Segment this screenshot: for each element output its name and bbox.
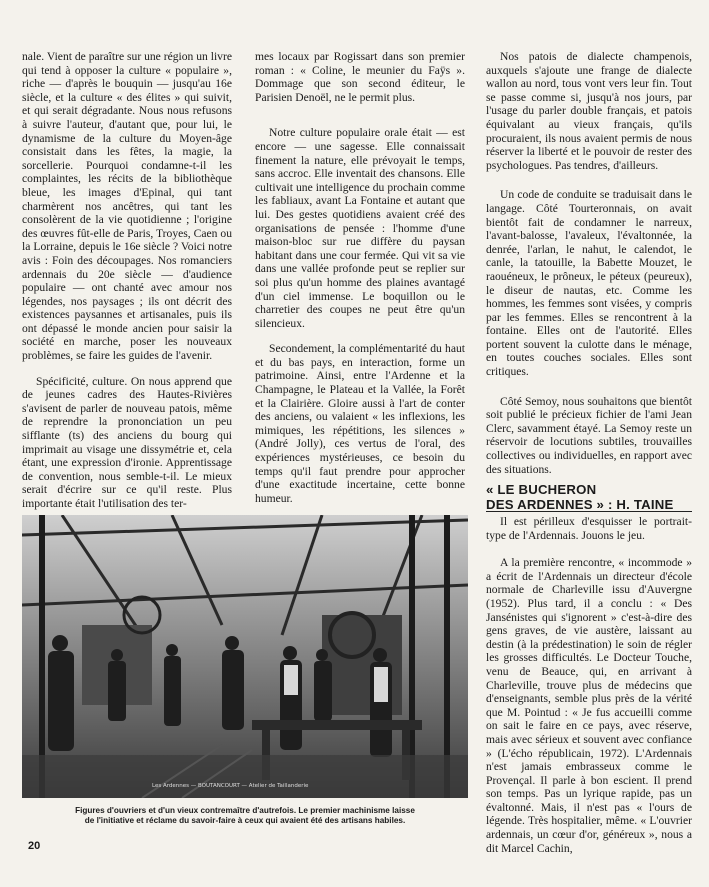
page-number: 20 — [28, 840, 41, 852]
paragraph: A la première rencontre, « incommode » a écrit de l'Ardennais un directeur d'école normale de Charleville issu d'Auvergne (1952). Plus tard, il a conclu : « Des Jansénistes qui s'ignorent » c'est-à-dire des gens graves, de vie austère, laissant au destin (à la prédestination) le soin de régler les grosses difficultés. Le Docteur Touche, venu de Beauce, qui, en arrivant à Charleville, trouve plus de médecins que d'enseignants, semble plus près de la vérité que M. Pointud : « Je fus accueilli comme on sait le faire en ce pays, avec réserve, mais avec sérieux et souvent avec confiance » (L'écho républicain, 1972). L'Ardennais n'est jamais embrasseux comme le Provençal. Il parle à bon escient. Il prend son temps. Pas un lyrique rapide, pas un évaltonné. Mais, il n'est pas « l'ours de légende. Très hospitalier, même. « L'ouvrier ardennais, un cœur d'or, généreux », nous a dit Marcel Cachin, — [486, 556, 692, 855]
heading-rule — [486, 511, 692, 512]
paragraph: Côté Semoy, nous souhaitons que bientôt soit publié le précieux fichier de l'ami Jean Clerc, savamment étayé. La Semoy reste un réservoir de locutions subtiles, trouvailles collectives ou individuelles, en rapport avec des situations. — [486, 394, 692, 476]
column-2 — [255, 50, 465, 517]
paragraph: nale. Vient de paraître sur une région un livre qui tend à opposer la culture « populaire », riche — d'après le bouquin — jusqu'au 16e siècle, et la culture « des élites » qui suivit, et qui serait dégradante. Nous nous refusons à suivre l'auteur, d'autant que, pour lui, le dynamisme de la culture du Moyen-âge consistait dans les fêtes, la magie, la sorcellerie. Pourquoi condamne-t-il les complaintes, les récits de la bibliothèque bleue, les images d'Epinal, qui tant charmèrent nos ancêtres, qui tant les consolèrent de la vie quotidienne ; l'origine des œuvres fût-elle de Paris, Troyes, Caen ou la Lorraine, depuis le 16e siècle ? Voici notre avis : Foin des découpages. Nos romanciers ardennais du 20e siècle — d'audience populaire — ont chanté avec amour nos légendes, nos paysages ; ils ont décrit des existences paysannes et artisanales, puis ils ont dépassé le monde ancien pour saisir la société en marche, poser les nouveaux problèmes, se faire les guides de l'avenir. — [22, 50, 232, 363]
paragraph: Nos patois de dialecte champenois, auxquels s'ajoute une frange de dialecte wallon au nord, tous vont vers leur fin. Tout se passe comme si, jusqu'à nos jours, par l'usage du parler double français, et patois équivalant au vieux français, qu'ils procuraient, ils nous avaient permis de nous réserver la liberté et le pouvoir de rester des psychologues. Pas tendres, d'ailleurs. — [486, 50, 692, 172]
section-heading — [486, 482, 696, 512]
caption-line: de l'initiative et réclame du savoir-faire à ceux qui avaient été des artisans habiles. — [84, 816, 406, 825]
paragraph: mes locaux par Rogissart dans son premier roman : « Coline, le meunier du Faÿs ». Dommage que son second éditeur, le Parisien Denoël, ne le permit plus. — [255, 50, 465, 104]
column-3-continued — [486, 515, 692, 866]
workshop-photograph — [22, 515, 468, 798]
paragraph: Un code de conduite se traduisait dans le langage. Côté Tourteronnais, on avait bientôt fait de condamner le narreux, l'avant-balosse, l'avaleux, l'évaltonnée, la denrée, l'arlan, le nahut, le calendot, le canle, la tatouille, la Babette Mouzet, le raouéneux, le prôneux, le péteux (peureux), le diseur de nautas, etc. Comme les hommes, les femmes sont visées, y compris par les femmes. Elles se rencontrent à la fontaine. Elles ont de l'autorité. Elles portent souvent la culotte dans le ménage, en toutes couches sociales. Elles sont critiques. — [486, 188, 692, 379]
column-3 — [486, 50, 692, 488]
paragraph: Secondement, la complémentarité du haut et du bas pays, en interaction, forme un patrimoine. Ainsi, entre l'Ardenne et la Champagne, le Plateau et la Vallée, la Forêt et la Clairière. Gloire aussi à l'art de conter des anciens, ou valaient « les inflexions, les mimiques, les répétitions, les silences » (André Jolly), ces vertus de l'oral, des expériences mystérieuses, ce besoin du temps qu'il faut prendre pour approcher d'une exactitude incertaine, cette bonne humeur. — [255, 342, 465, 505]
heading-line: DES ARDENNES » : H. TAINE — [486, 497, 674, 512]
photo-print-label: Les Ardennes — BOUTANCOURT — Atelier de Taillanderie — [152, 783, 309, 789]
photo-caption — [22, 806, 468, 826]
paragraph: Il est périlleux d'esquisser le portrait-type de l'Ardennais. Jouons le jeu. — [486, 515, 692, 542]
paragraph: Notre culture populaire orale était — est encore — une sagesse. Elle connaissait finement la nature, elle prévoyait le temps, sans accroc. Elle inventait des chansons. Elle cultivait une intelligence du prochain comme les fabliaux, avant La Fontaine et autant que lui. Des gestes quotidiens avaient créé des organisations de pensée : l'homme d'une maison-bloc sur rue diffère du paysan habitant dans une cour fermée. Qui vit sa vie dans une vallée profonde peut se replier sur soi plus qu'un homme des plaines avantagé d'un ciel immense. Le boquillon ou le charretier des coupes ne peut être qu'un silencieux. — [255, 126, 465, 330]
column-1 — [22, 50, 232, 523]
workshop-photo-illustration — [22, 515, 468, 798]
paragraph: Spécificité, culture. On nous apprend que de jeunes cadres des Hautes-Rivières s'avisent de parler de nouveau patois, même de reprendre la prononciation un peu sifflante (ts) des anciens du bourg qui imprimait au visage une dissymétrie et, cela étant, une expression d'ironie. Apprentissage de convention, nous semble-t-il. Le mieux serait d'écrire sur ce qu'il reste. Plus importante était l'utilisation des ter- — [22, 374, 232, 510]
heading-line: « LE BUCHERON — [486, 482, 597, 497]
caption-line: Figures d'ouvriers et d'un vieux contremaître d'autrefois. Le premier machinisme laisse — [75, 806, 415, 815]
